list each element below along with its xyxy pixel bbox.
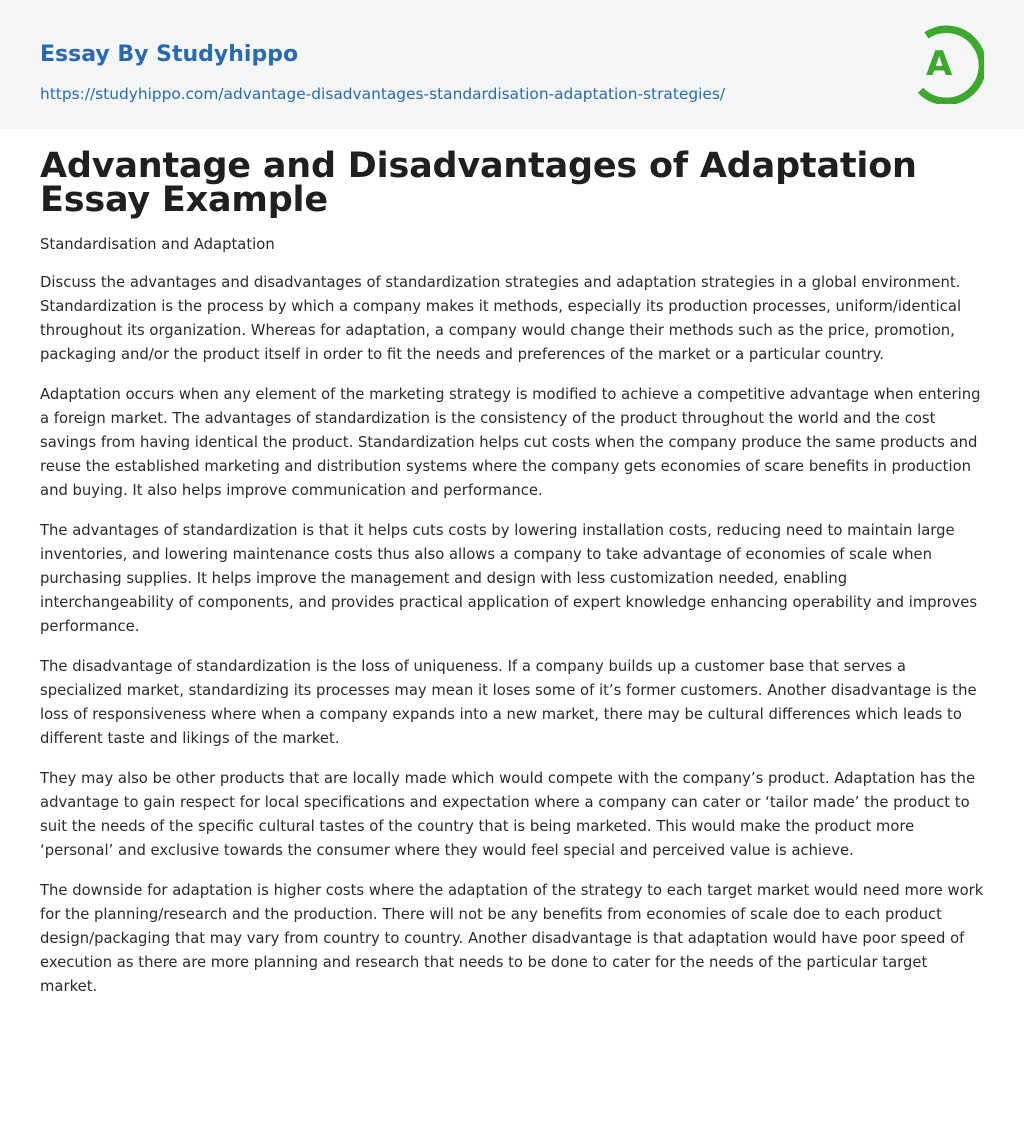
article-paragraph-6: The downside for adaptation is higher costs where the adaptation of the strategy to each target market would need more work for the planning/research and the production. There will not be any benefits from economies of scale doe to each product design/packaging that may vary from country to country. Another disadvantage is that adaptation would have poor speed of execution as there are more planning and research that needs to be done to cater for the needs of the particular target market. (40, 882, 984, 995)
article-paragraph-2: Adaptation occurs when any element of the marketing strategy is modified to achieve a competitive advantage when entering a foreign market. The advantages of standardization is the consistency of the product throughout the world and the cost savings from having identical the product. Standardization helps cut costs when the company produce the same products and reuse the established marketing and distribution systems where the company gets economies of scare benefits in production and buying. It also helps improve communication and performance. (40, 386, 981, 499)
article-paragraph-4: The disadvantage of standardization is the loss of uniqueness. If a company builds up a customer base that serves a specialized market, standardizing its processes may mean it loses some of it’s former customers. Another disadvantage is the loss of responsiveness where when a company expands into a new market, there may be cultural differences which leads to different taste and likings of the market. (40, 658, 977, 747)
page-title: Advantage and Disadvantages of Adaptation Essay Example (40, 146, 917, 220)
svg-text:A: A (926, 44, 953, 84)
article (0, 146, 1024, 999)
studyhippo-logo-icon[interactable] (900, 20, 984, 104)
site-header (0, 0, 1024, 129)
article-paragraph-3: The advantages of standardization is that it helps cuts costs by lowering installation costs, reducing need to maintain large inventories, and lowering maintenance costs thus also allows a company to take advantage of economies of scale when purchasing supplies. It helps improve the management and design with less customization needed, enabling interchangeability of components, and provides practical application of expert knowledge enhancing operability and improves performance. (40, 522, 978, 635)
article-subtitle: Standardisation and Adaptation (40, 236, 275, 253)
article-paragraph-5: They may also be other products that are locally made which would compete with the company’s product. Adaptation has the advantage to gain respect for local specifications and expectation where a company can cater or ‘tailor made’ the product to suit the needs of the specific cultural tastes of the country that is being marketed. This would make the product more ‘personal’ and exclusive towards the consumer where they would feel special and perceived value is achieve. (40, 770, 976, 859)
site-brand[interactable]: Essay By Studyhippo (40, 42, 299, 67)
source-url-link[interactable]: https://studyhippo.com/advantage-disadvantages-standardisation-adaptation-strategies/ (40, 85, 726, 103)
article-paragraph-1: Discuss the advantages and disadvantages of standardization strategies and adaptation strategies in a global environment. Standardization is the process by which a company makes it methods, especially its production processes, uniform/identical throughout its organization. Whereas for adaptation, a company would change their methods such as the price, promotion, packaging and/or the product itself in order to fit the needs and preferences of the market or a particular country. (40, 274, 962, 363)
